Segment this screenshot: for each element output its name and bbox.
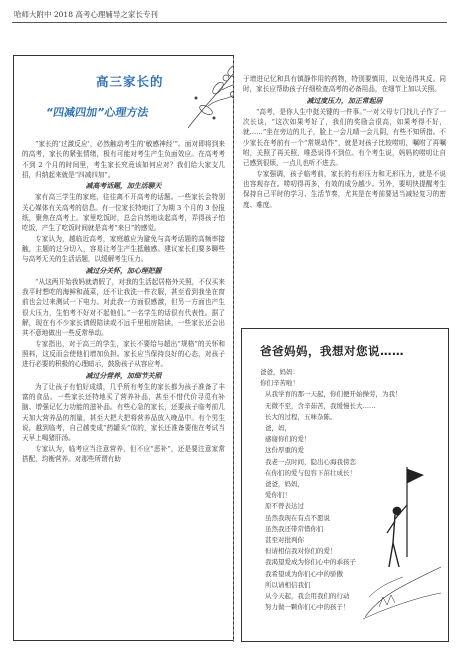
intro-paragraph: “家长的‘过激反应’，必然触动考生的‘敏感神经’”。面对即将到来的高考，家长的紧张情绪，极有可能对考生产生负面效应。在高考考不到 2 个月的时间里，考生家长究竟该如何应对？我们给大家支几招，归纳起来就是“四减四加”。 xyxy=(22,140,225,179)
section2-paragraph: “从这两开始我妈就请假了，对我的生活起居格外关照，不仅买来我平时想吃的海鲜和蔬菜，还不让我洗一件衣服，甚至看到我坐在窗前也会过来测试一下电力。对此我一方面很感激，但另一方面也产生很大压力，生怕考不好对不起他们。”一名学生的话很有代表性。据了解，现在有不少家长请假陪读或不远千里租房陪读，一些家长还会出其不意地做出一些反常举动。 xyxy=(22,277,225,338)
letter-line: 这份厚重的爱 xyxy=(265,446,304,455)
article-right-column xyxy=(243,74,446,210)
letter-line: 感谢你们的爱！ xyxy=(265,435,311,444)
letter-line: 我老一点时间，隐出心海我傍恋 xyxy=(265,457,356,466)
section2-paragraph: 专家指出，对于高三的学生，家长不要给与超出“规格”的关怀和照料，这反而会使他们增加负担。家长应当保持良好的心态，对孩子进行必要的积极的心理暗示，鼓励孩子从容应考。 xyxy=(22,339,225,369)
section4-title: 减过度压力，加正常起居 xyxy=(306,96,383,105)
letter-line: 我希望成为你们心中的骄傲 xyxy=(265,569,343,578)
letter-line: 爸爸，妈妈， xyxy=(265,480,304,489)
letter-line: 但请相信我对你们的爱！ xyxy=(265,547,337,556)
letter-line: 从我学育的那一天起，你们便开始操劳，为我！ xyxy=(265,390,402,399)
section4-paragraph: “高考，是你人生中挺关键的一件事。”一对父母专门找儿子作了一次长谈，“这次如果考好了，我们的奖励会很高，如果考得不好，就……”坐在旁边的儿子，脸上一会儿晴一会儿阴，有些不知所措。不少家长在考前有一个“常规动作”，就是对孩子比较唠叨，嘱咐了再嘱咐，关照了再关照，唯恐说得不到位。有个考生说，妈妈的唠叨让自己感到很烦，一点儿也听不进去。 xyxy=(243,107,446,168)
letter-line: 爸爸，妈妈： xyxy=(260,368,299,376)
letter-line: 从今天起，我会用我们的行动 xyxy=(265,592,350,601)
section3-paragraph: 为了让孩子有怕好成绩，几乎所有考生的家长都为孩子准备了丰富的食品。一些家长还特地买了营养补品，甚至不惜代价寻觅有补脑、增强记忆力功能的滋补品。有些心急的家长，还要孩子临考前几天加大营养品的剂量，甚至大把大把将营养品放入晚品中。有个男生说，越到临考，自己越变成“药罐头”似的，家长还准备要他在考试当天早上喝猪肝汤。 xyxy=(22,382,225,443)
article-title xyxy=(36,64,226,134)
letter-line: 努力做一颗你们心中的孩子！ xyxy=(265,603,350,612)
column-divider xyxy=(233,58,234,642)
plant-illustration xyxy=(178,58,234,130)
letter-title: 爸爸妈妈，我想对您说…… xyxy=(260,344,404,358)
section3-title: 减过分营养，加细节关照 xyxy=(85,371,162,380)
article-left-column xyxy=(22,139,225,464)
section1-paragraph: 专家认为，越临近高考，家庭越应为避免与高考话题的高频率接触，主题的过分切入，容易让考生产生抵触感。建议家长们要多聊些与高考无关的生活话题，以缓解考生压力。 xyxy=(22,234,225,264)
letter-line: 在你们的爱与包容下茁壮成长！ xyxy=(265,468,356,477)
header-divider xyxy=(12,22,447,23)
letter-line: 你们辛苦啦！ xyxy=(260,379,299,388)
page-header: 哈师大附中 2018 高考心理辅导之家长专刊 xyxy=(14,10,158,19)
letter-line: 爸，妈， xyxy=(265,424,291,433)
letter-line: 我渴望爱成为你们心中的乖孩子 xyxy=(265,558,356,567)
letter-box xyxy=(241,328,449,642)
section2-title: 减过分关怀，加心理把握 xyxy=(85,266,162,275)
title-line1: 高三家长的 xyxy=(96,74,164,89)
letter-line: 爱你们！ xyxy=(265,491,291,500)
letter-line: 所以请相信我们 xyxy=(265,580,311,589)
section1-paragraph: 家有高三学生的家庭，往往离不开高考的话题。一些家长会特别关心媒体有关高考的信息。有一位家长特地订了为期 3 个月的 3 份报纸，聚焦在高考上。家里吃饭时，总会自然地谈起高考，弄得孩子怕吃饭，产生了吃饭时间就是高考“来日”的感觉。 xyxy=(22,193,225,233)
letter-line: 长大的过程，五味杂陈。 xyxy=(265,412,337,421)
title-line2: “四减四加”心理方法 xyxy=(45,106,150,119)
letter-line: 甚至对批判你 xyxy=(265,536,304,545)
continued-paragraph: 于增进记忆和具有镇静作用的药物，特别要慎用，以免适得其反。同时，家长应帮助孩子仔细检查高考的必备用品，在细节上加以关照。 xyxy=(243,75,446,94)
section4-paragraph: 专家强调，孩子临考前，家长的有形压力和无形压力，就是不说也容观存在。唠叨得再多，有效的成分越少。另外，要明快提醒考生保持自己平时的学习、生活节奏，尤其是在考前要适当减轻复习的密度、难度。 xyxy=(243,169,446,209)
section3-paragraph: 专家认为，临考应当注意营养，但不应“恶补”，还是要注意家常搭配，均衡营养。对那些所谓有助 xyxy=(22,444,225,463)
letter-body xyxy=(260,367,445,613)
section1-title: 减高考话题，加生活聊天 xyxy=(85,182,162,191)
letter-line: 虽然我现在有点不愿说 xyxy=(265,513,330,522)
letter-line: 原不曾表达过 xyxy=(265,502,304,511)
letter-line: 虽然我还带常惜你们 xyxy=(265,524,324,533)
article-box xyxy=(13,55,234,641)
letter-line: 无微不至，含辛茹苦，我缓慢长大…… xyxy=(265,401,376,410)
